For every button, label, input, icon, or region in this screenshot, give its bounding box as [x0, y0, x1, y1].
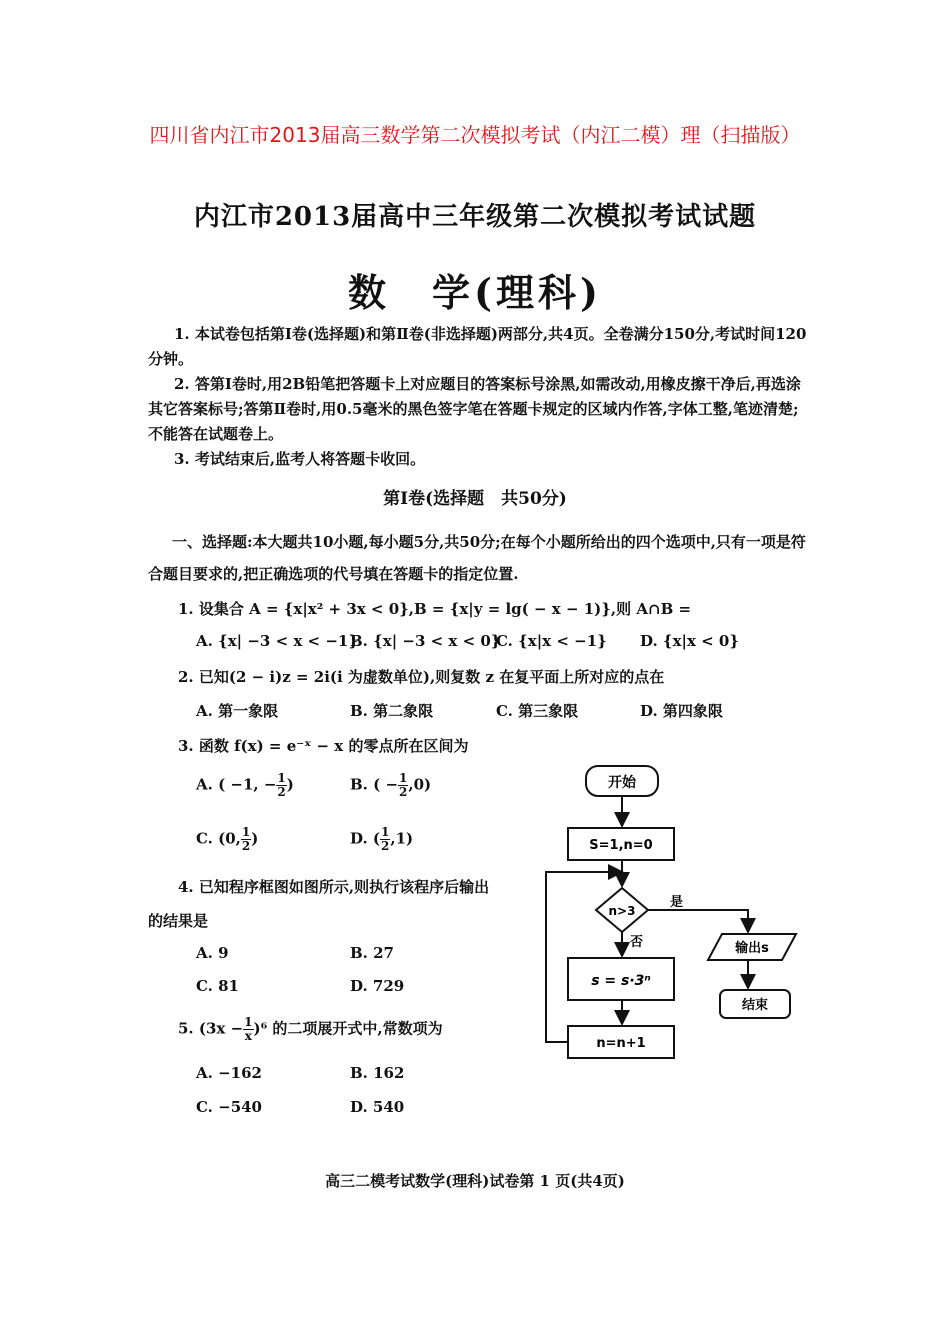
frac-numerator: 1: [399, 771, 408, 785]
q5-stem-prefix: 5. (3x −: [178, 1019, 244, 1038]
question-3-stem: 3. 函数 f(x) = e⁻ˣ − x 的零点所在区间为: [178, 737, 469, 755]
q3-d-prefix: D. (: [350, 829, 381, 848]
q1-option-c: C. {x|x < −1}: [496, 632, 607, 650]
q1-option-a: A. {x| −3 < x < −1}: [196, 632, 358, 650]
frac-numerator: 1: [277, 771, 286, 785]
note-1: 1. 本试卷包括第Ⅰ卷(选择题)和第Ⅱ卷(非选择题)两部分,共4页。全卷满分150分,考试时间120分钟。: [148, 325, 807, 368]
question-4-stem-line2: 的结果是: [148, 912, 209, 930]
q5-option-c: C. −540: [196, 1098, 262, 1116]
question-1-stem: 1. 设集合 A = {x|x² + 3x < 0},B = {x|y = lg( − x − 1)},则 A∩B =: [178, 600, 692, 618]
frac-denominator: 2: [241, 839, 251, 853]
section-heading: 第Ⅰ卷(选择题 共50分): [383, 489, 567, 509]
q1-option-b: B. {x| −3 < x < 0}: [350, 632, 501, 650]
q4-option-c: C. 81: [196, 977, 239, 995]
program-flowchart: [530, 760, 820, 1070]
q3-c-suffix: ): [251, 829, 259, 848]
q5-option-d: D. 540: [350, 1098, 405, 1116]
question-5-stem: [178, 1016, 443, 1043]
q2-option-b: B. 第二象限: [350, 702, 434, 720]
q5-option-b: B. 162: [350, 1064, 405, 1082]
note-3: 3. 考试结束后,监考人将答题卡收回。: [174, 450, 426, 468]
flow-increment-label: n=n+1: [596, 1036, 646, 1051]
q2-option-c: C. 第三象限: [496, 702, 579, 720]
document-title: 四川省内江市2013届高三数学第二次模拟考试（内江二模）理（扫描版）: [149, 123, 801, 147]
fraction-half: [398, 772, 408, 799]
q2-option-d: D. 第四象限: [640, 702, 723, 720]
q5-stem-suffix: )⁶ 的二项展开式中,常数项为: [253, 1019, 443, 1038]
frac-denominator: 2: [381, 839, 390, 853]
q3-option-b: [350, 772, 431, 799]
fraction-half: [276, 772, 286, 799]
question-2-stem: 2. 已知(2 − i)z = 2i(i 为虚数单位),则复数 z 在复平面上所对应的点在: [178, 668, 665, 686]
q4-option-d: D. 729: [350, 977, 405, 995]
q3-option-d: [350, 826, 413, 853]
flow-assign-label: s = s·3ⁿ: [591, 973, 651, 989]
flow-arrow-yes: [648, 910, 748, 932]
subject-title: 数 学(理科): [348, 270, 602, 315]
frac-denominator: 2: [399, 785, 408, 799]
exam-notes: [148, 322, 808, 472]
q3-a-prefix: A. ( −1, −: [196, 775, 277, 794]
flow-yes-label: 是: [670, 895, 684, 910]
frac-numerator: 1: [241, 825, 251, 839]
q4-option-a: A. 9: [196, 944, 229, 962]
exam-title: 内江市2013届高中三年级第二次模拟考试试题: [193, 202, 757, 232]
fraction-half: [241, 826, 251, 853]
fraction-half: [380, 826, 390, 853]
q3-b-suffix: ,0): [408, 775, 432, 794]
flow-no-label: 否: [630, 935, 644, 950]
part-intro: 一、选择题:本大题共10小题,每小题5分,共50分;在每个小题所给出的四个选项中,只有一项是符合题目要求的,把正确选项的代号填在答题卡的指定位置.: [148, 533, 806, 583]
flow-start-label: 开始: [608, 775, 636, 791]
q3-c-prefix: C. (0,: [196, 829, 241, 848]
q4-option-b: B. 27: [350, 944, 394, 962]
page-footer: 高三二模考试数学(理科)试卷第 1 页(共4页): [325, 1172, 625, 1190]
flow-end-label: 结束: [741, 998, 769, 1013]
note-2: 2. 答第Ⅰ卷时,用2B铅笔把答题卡上对应题目的答案标号涂黑,如需改动,用橡皮擦干净后,再选涂其它答案标号;答第Ⅱ卷时,用0.5毫米的黑色签字笔在答题卡规定的区域内作答,字体工整,笔迹清楚;不能答在试题卷上。: [148, 375, 801, 443]
q3-option-a: [196, 772, 294, 799]
question-4-stem-line1: 4. 已知程序框图如图所示,则执行该程序后输出: [178, 878, 490, 896]
flow-output-label: 输出s: [735, 941, 769, 956]
frac-numerator: 1: [244, 1015, 253, 1029]
flow-init-label: S=1,n=0: [589, 838, 653, 853]
q1-option-d: D. {x|x < 0}: [640, 632, 740, 650]
fraction-one-over-x: [243, 1016, 253, 1043]
flow-condition-label: n>3: [608, 904, 636, 918]
frac-denominator: 2: [277, 785, 286, 799]
frac-numerator: 1: [381, 825, 390, 839]
frac-denominator: x: [244, 1029, 252, 1043]
q3-d-suffix: ,1): [390, 829, 414, 848]
q3-option-c: [196, 826, 258, 853]
q2-option-a: A. 第一象限: [196, 702, 279, 720]
q3-b-prefix: B. ( −: [350, 775, 399, 794]
q3-a-suffix: ): [286, 775, 294, 794]
q5-option-a: A. −162: [196, 1064, 262, 1082]
